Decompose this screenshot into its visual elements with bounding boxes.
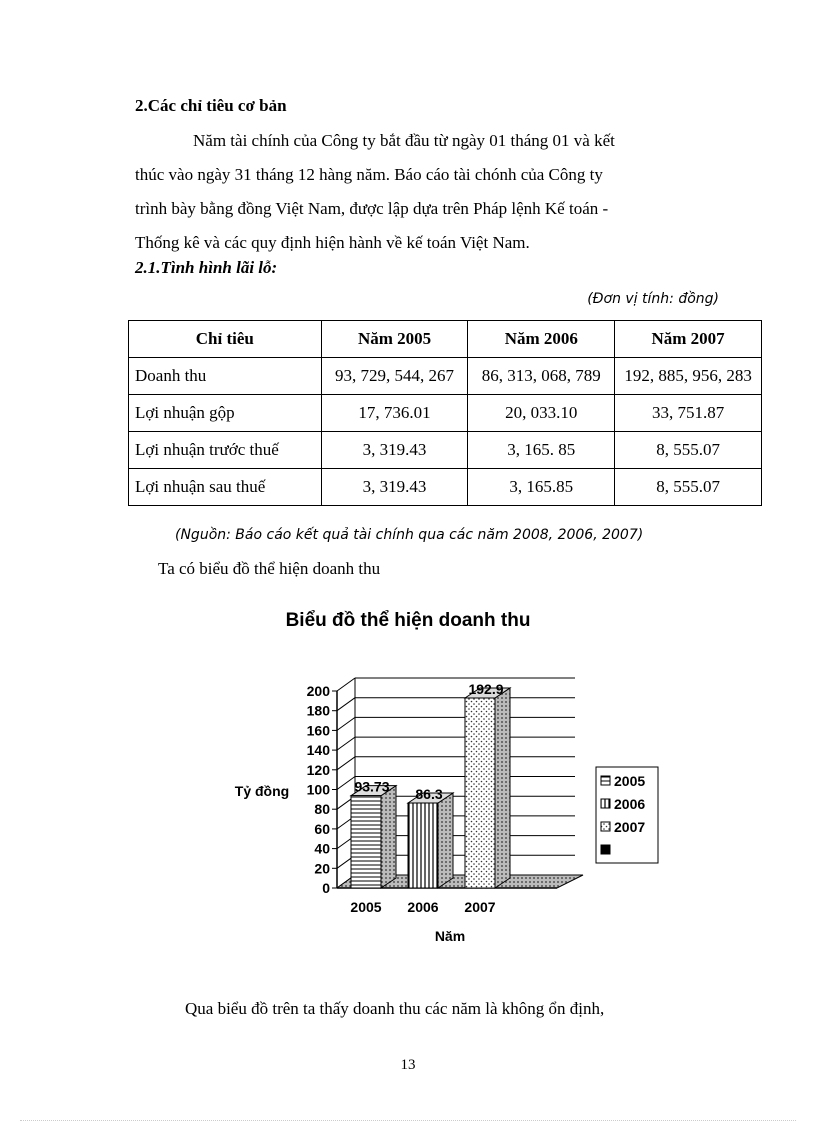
x-tick-label: 2006	[407, 899, 439, 915]
y-axis-label: Tỷ đồng	[234, 783, 290, 799]
y-tick-label: 100	[306, 781, 330, 798]
table-header: Năm 2007	[615, 321, 762, 358]
gridline-depth	[337, 717, 355, 730]
table-cell: 3, 319.43	[321, 469, 468, 506]
unit-note: (Đơn vị tính: đồng)	[587, 291, 719, 307]
chart-legend	[596, 767, 658, 863]
bar	[465, 698, 495, 888]
y-tick-label: 120	[306, 761, 330, 778]
x-tick-label: 2007	[464, 899, 496, 915]
legend-swatch	[601, 845, 610, 854]
table-cell: 8, 555.07	[615, 469, 762, 506]
paragraph-line: Năm tài chính của Công ty bắt đầu từ ngày 01 tháng 01 và kết	[193, 131, 615, 150]
paragraph-line: thúc vào ngày 31 tháng 12 hàng năm. Báo cáo tài chónh của Công ty	[135, 165, 603, 184]
y-tick-label: 80	[314, 801, 330, 818]
y-tick-label: 160	[306, 722, 330, 739]
table-row	[129, 432, 762, 469]
y-tick-label: 200	[306, 683, 330, 699]
table-row	[129, 358, 762, 395]
chart-title: Biểu đồ thể hiện doanh thu	[285, 610, 531, 631]
table-cell: Lợi nhuận trước thuế	[129, 432, 322, 469]
legend-label: 2006	[614, 796, 646, 812]
gridline-depth	[337, 737, 355, 750]
y-tick-label: 40	[314, 840, 330, 857]
profit-loss-table	[128, 320, 762, 506]
table-row	[129, 395, 762, 432]
legend-swatch	[601, 822, 610, 831]
table-cell: 20, 033.10	[468, 395, 615, 432]
table-cell: 86, 313, 068, 789	[468, 358, 615, 395]
table-cell: 192, 885, 956, 283	[615, 358, 762, 395]
table-cell: 93, 729, 544, 267	[321, 358, 468, 395]
table-cell: 17, 736.01	[321, 395, 468, 432]
source-note: (Nguồn: Báo cáo kết quả tài chính qua các năm 2008, 2006, 2007)	[175, 527, 644, 543]
page-footer-line	[20, 1120, 796, 1121]
legend-swatch	[601, 799, 610, 808]
revenue-chart	[0, 640, 816, 970]
table-cell: 3, 165.85	[468, 469, 615, 506]
table-cell: 3, 165. 85	[468, 432, 615, 469]
section-heading: 2.Các chỉ tiêu cơ bản	[135, 96, 287, 115]
table-cell: Lợi nhuận gộp	[129, 395, 322, 432]
bar-side	[381, 786, 396, 888]
table-header: Chỉ tiêu	[129, 321, 322, 358]
table-row	[129, 469, 762, 506]
y-tick-label: 180	[306, 702, 330, 719]
bar	[351, 796, 381, 888]
data-label: 192.9	[468, 680, 504, 697]
bar	[408, 803, 438, 888]
legend-label: 2005	[614, 773, 646, 789]
data-label: 86.3	[415, 785, 443, 802]
paragraph-line: Thống kê và các quy định hiện hành về kế toán Việt Nam.	[135, 233, 530, 252]
gridline-depth	[337, 698, 355, 711]
table-cell: 8, 555.07	[615, 432, 762, 469]
table-cell: 3, 319.43	[321, 432, 468, 469]
legend-swatch	[601, 776, 610, 785]
x-tick-label: 2005	[350, 899, 382, 915]
table-cell: 33, 751.87	[615, 395, 762, 432]
conclusion-text: Qua biểu đồ trên ta thấy doanh thu các năm là không ổn định,	[185, 999, 605, 1018]
x-axis-label: Năm	[434, 928, 466, 944]
bar-side	[495, 688, 510, 888]
y-tick-label: 0	[322, 880, 330, 896]
gridline-depth	[337, 777, 355, 790]
bar-side	[438, 793, 453, 888]
table-header: Năm 2006	[468, 321, 615, 358]
y-tick-label: 140	[306, 742, 330, 759]
chart-intro: Ta có biểu đồ thể hiện doanh thu	[158, 559, 381, 578]
data-label: 93.73	[354, 778, 390, 795]
page-number: 13	[400, 1057, 416, 1073]
chart-marks	[350, 681, 510, 915]
y-tick-label: 60	[314, 820, 330, 837]
legend-label: 2007	[614, 819, 646, 835]
y-tick-label: 20	[314, 860, 330, 877]
paragraph-line: trình bày bằng đồng Việt Nam, được lập dựa trên Pháp lệnh Kế toán -	[135, 199, 609, 218]
table-header: Năm 2005	[321, 321, 468, 358]
gridline-depth	[337, 678, 355, 691]
table-cell: Doanh thu	[129, 358, 322, 395]
table-cell: Lợi nhuận sau thuế	[129, 469, 322, 506]
subsection-heading: 2.1.Tình hình lãi lỗ:	[135, 258, 278, 277]
gridline-depth	[337, 757, 355, 770]
intro-paragraph	[135, 124, 713, 260]
table-header-row	[129, 321, 762, 358]
